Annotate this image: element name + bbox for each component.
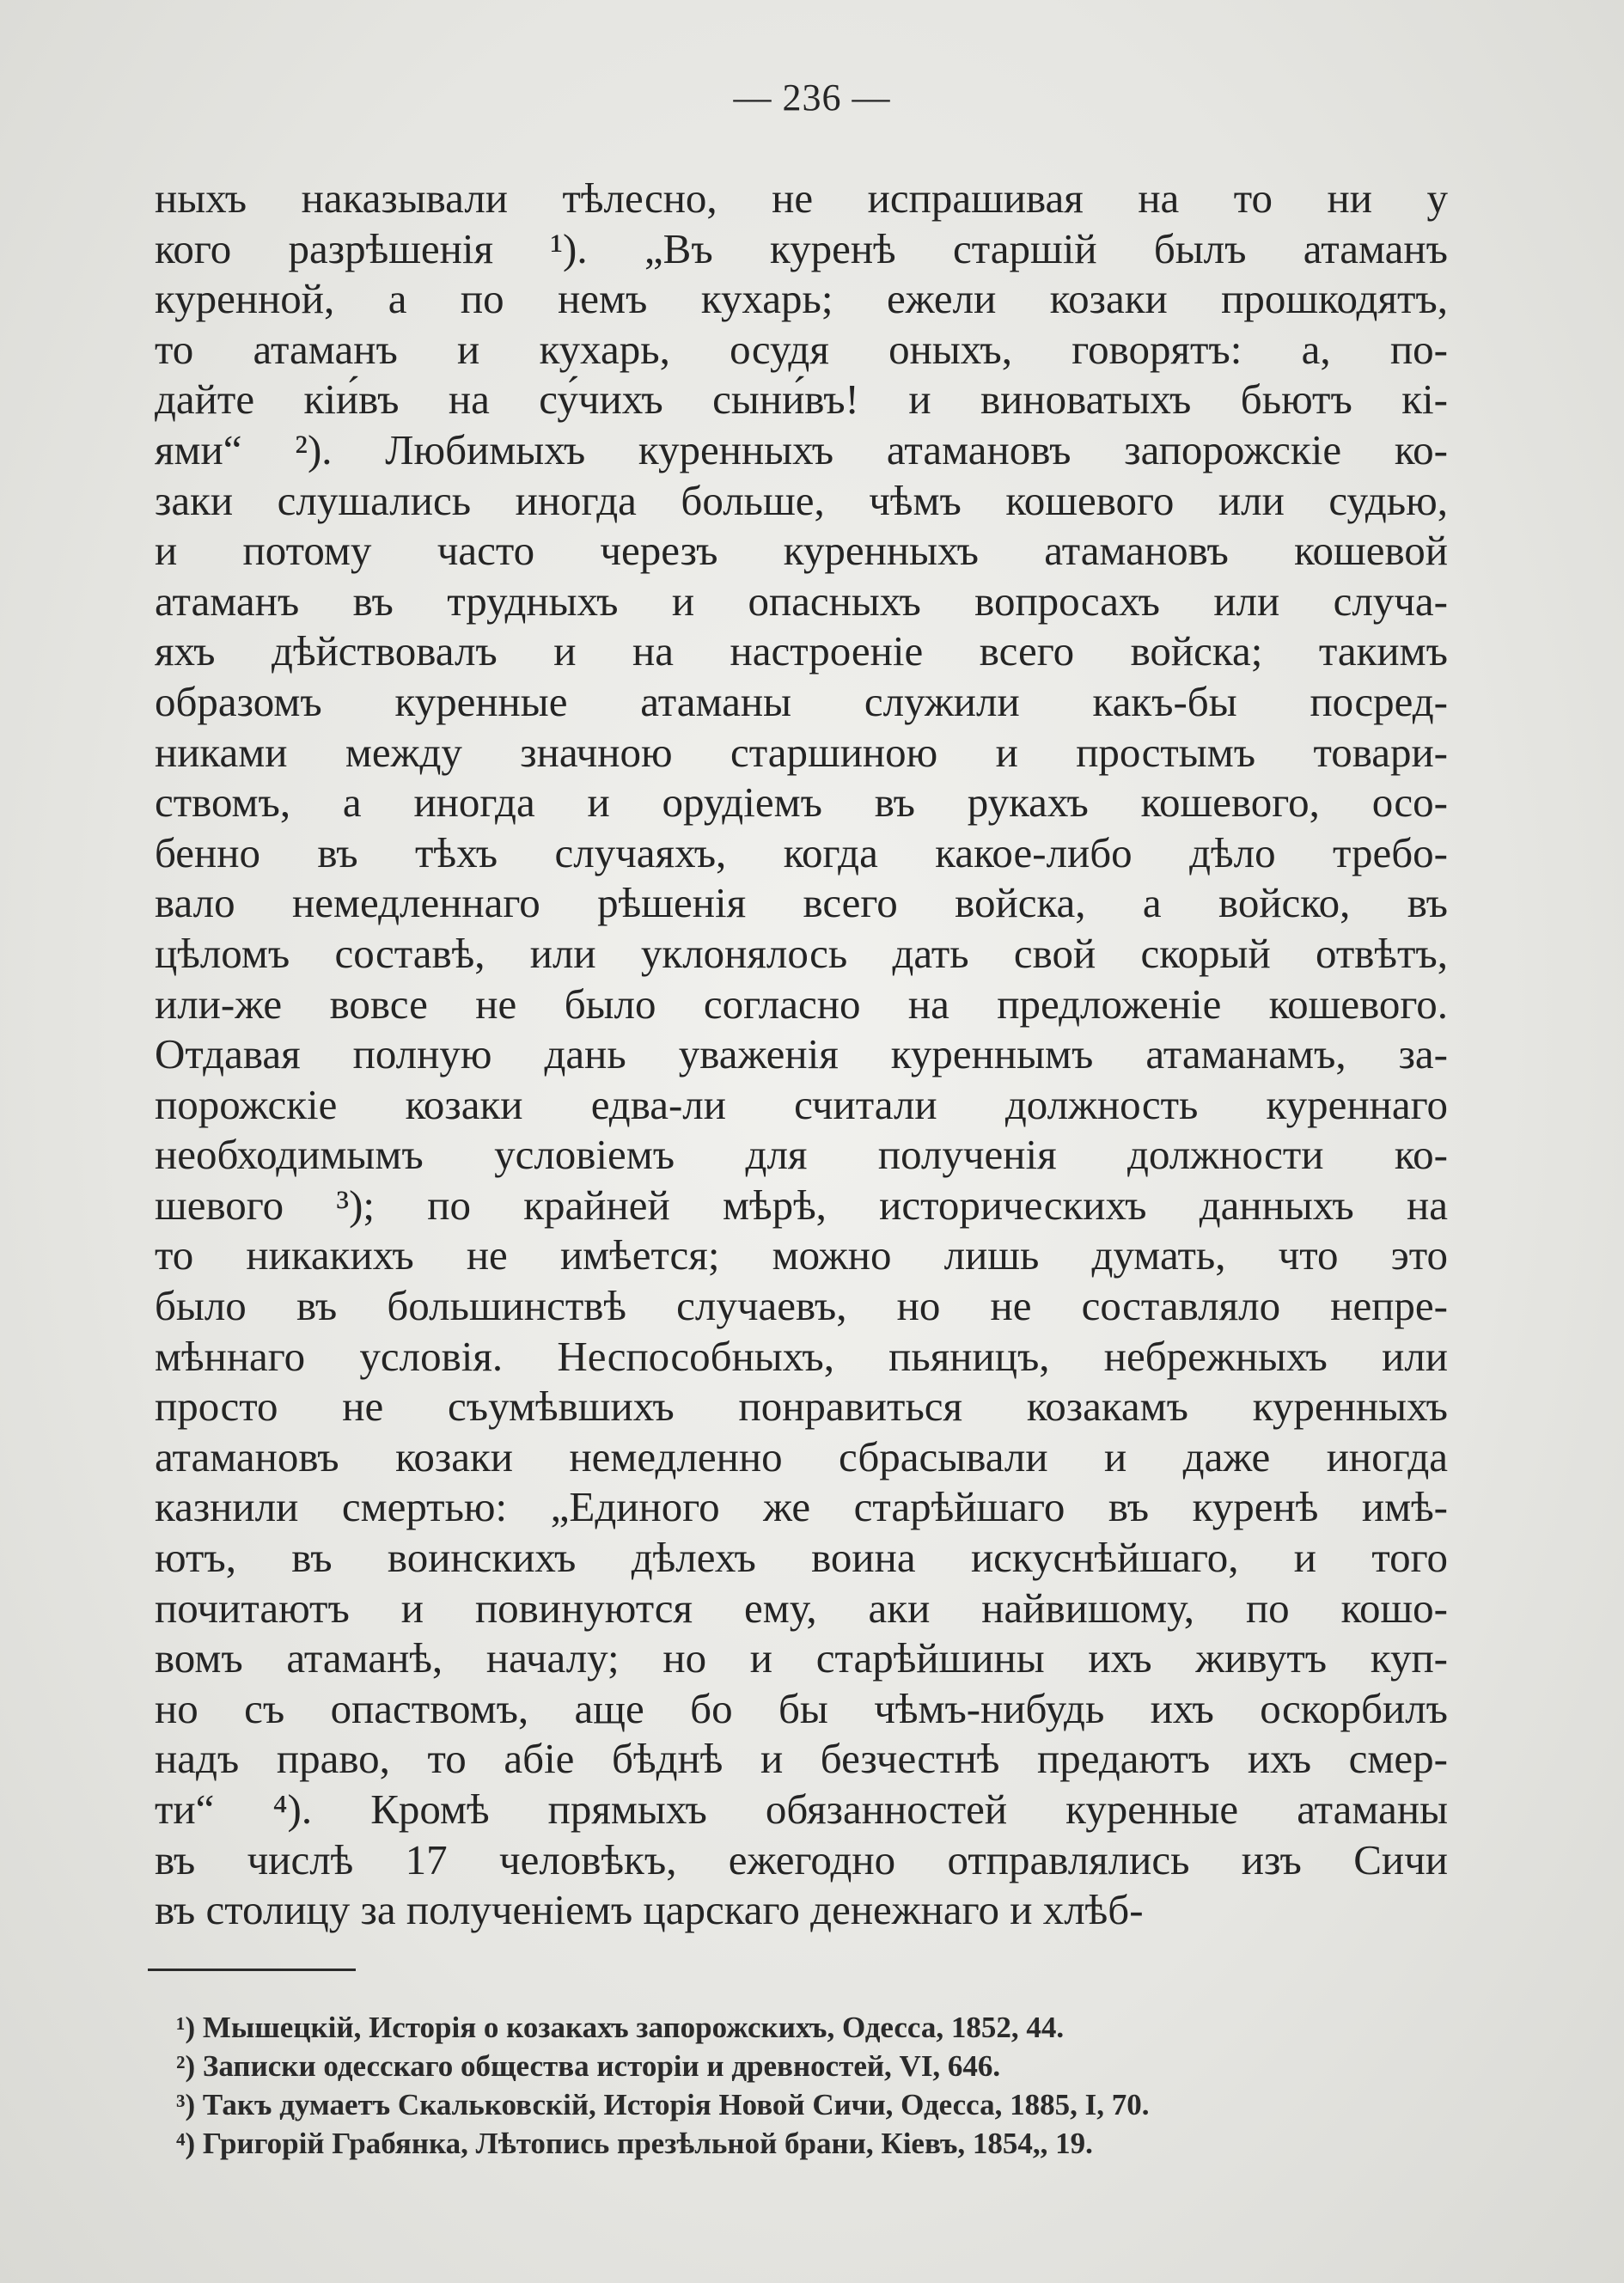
text-line: кого разрѣшенія ¹). „Въ куренѣ старшій былъ атаманъ — [155, 224, 1448, 272]
text-line: мѣннаго условія. Неспособныхъ, пьяницъ, небрежныхъ или — [155, 1332, 1448, 1380]
text-line: и потому часто черезъ куренныхъ атамановъ кошевой — [155, 527, 1448, 575]
text-line: было въ большинствѣ случаевъ, но не составляло непре- — [155, 1282, 1448, 1330]
text-line: ями“ ²). Любимыхъ куренныхъ атамановъ запорожскіе ко- — [155, 425, 1448, 473]
text-line: ютъ, въ воинскихъ дѣлехъ воина искуснѣйшаго, и того — [155, 1534, 1448, 1582]
page-number: — 236 — — [733, 76, 891, 119]
text-line: атамановъ козаки немедленно сбрасывали и даже иногда — [155, 1432, 1448, 1480]
text-line: ныхъ наказывали тѣлесно, не испрашивая на то ни у — [155, 174, 1448, 222]
text-line: куренной, а по немъ кухарь; ежели козаки прошкодятъ, — [155, 275, 1448, 323]
text-line: то никакихъ не имѣется; можно лишь думать, что это — [155, 1231, 1448, 1279]
text-line: заки слушались иногда больше, чѣмъ кошевого или судью, — [155, 476, 1448, 524]
text-line: но съ опаствомъ, аще бо бы чѣмъ-нибудь ихъ оскорбилъ — [155, 1684, 1448, 1732]
text-line: то атаманъ и кухарь, осудя оныхъ, говорятъ: а, по- — [155, 325, 1448, 373]
text-line: атаманъ въ трудныхъ и опасныхъ вопросахъ или случа- — [155, 577, 1448, 625]
text-line: бенно въ тѣхъ случаяхъ, когда какое-либо дѣло требо- — [155, 828, 1448, 876]
text-line: вало немедленнаго рѣшенія всего войска, а войско, въ — [155, 879, 1448, 927]
text-line: или-же вовсе не было согласно на предложеніе кошевого. — [155, 980, 1448, 1028]
text-line: дайте кіи́въ на су́чихъ сыни́въ! и виноватыхъ бьютъ кі- — [155, 375, 1448, 424]
text-line: почитаютъ и повинуются ему, аки найвишому, по кошо- — [155, 1584, 1448, 1632]
text-line: цѣломъ составѣ, или уклонялось дать свой скорый отвѣтъ, — [155, 929, 1448, 977]
text-line: шевого ³); по крайней мѣрѣ, историческихъ данныхъ на — [155, 1181, 1448, 1229]
text-line: яхъ дѣйствовалъ и на настроеніе всего войска; такимъ — [155, 627, 1448, 675]
text-line: порожскіе козаки едва-ли считали должность куреннаго — [155, 1080, 1448, 1128]
text-line: казнили смертью: „Единого же старѣйшаго въ куренѣ имѣ- — [155, 1483, 1448, 1531]
text-line: вомъ атаманѣ, началу; но и старѣйшины ихъ живутъ куп- — [155, 1634, 1448, 1682]
text-line: никами между значною старшиною и простымъ товари- — [155, 728, 1448, 776]
text-line: ти“ ⁴). Кромѣ прямыхъ обязанностей куренные атаманы — [155, 1786, 1448, 1833]
text-line: надъ право, то абіе бѣднѣ и безчестнѣ предаютъ ихъ смер- — [155, 1735, 1448, 1783]
footnote-divider — [148, 1969, 356, 1971]
footnote: ³) Такъ думаетъ Скальковскій, Исторія Новой Сичи, Одесса, 1885, I, 70. — [176, 2088, 1150, 2121]
text-line: въ числѣ 17 человѣкъ, ежегодно отправлялись изъ Сичи — [155, 1835, 1448, 1883]
text-line: образомъ куренные атаманы служили какъ-бы посред- — [155, 677, 1448, 725]
text-line: Отдавая полную дань уваженія куреннымъ атаманамъ, за- — [155, 1030, 1448, 1078]
body-text — [155, 174, 1448, 1936]
footnote: ⁴) Григорій Грабянка, Лѣтопись презѣльной брани, Кіевъ, 1854,, 19. — [176, 2127, 1093, 2160]
footnote: ¹) Мышецкій, Исторія о козакахъ запорожскихъ, Одесса, 1852, 44. — [176, 2011, 1065, 2044]
text-line: въ столицу за полученіемъ царскаго денежнаго и хлѣб- — [155, 1886, 1144, 1934]
footnote: ²) Записки одесскаго общества исторіи и древностей, VI, 646. — [176, 2049, 1001, 2083]
text-line: ствомъ, а иногда и орудіемъ въ рукахъ кошевого, осо- — [155, 778, 1448, 827]
text-line: просто не съумѣвшихъ понравиться козакамъ куренныхъ — [155, 1383, 1448, 1431]
footnotes — [176, 2008, 1465, 2163]
text-line: необходимымъ условіемъ для полученія должности ко- — [155, 1131, 1448, 1179]
